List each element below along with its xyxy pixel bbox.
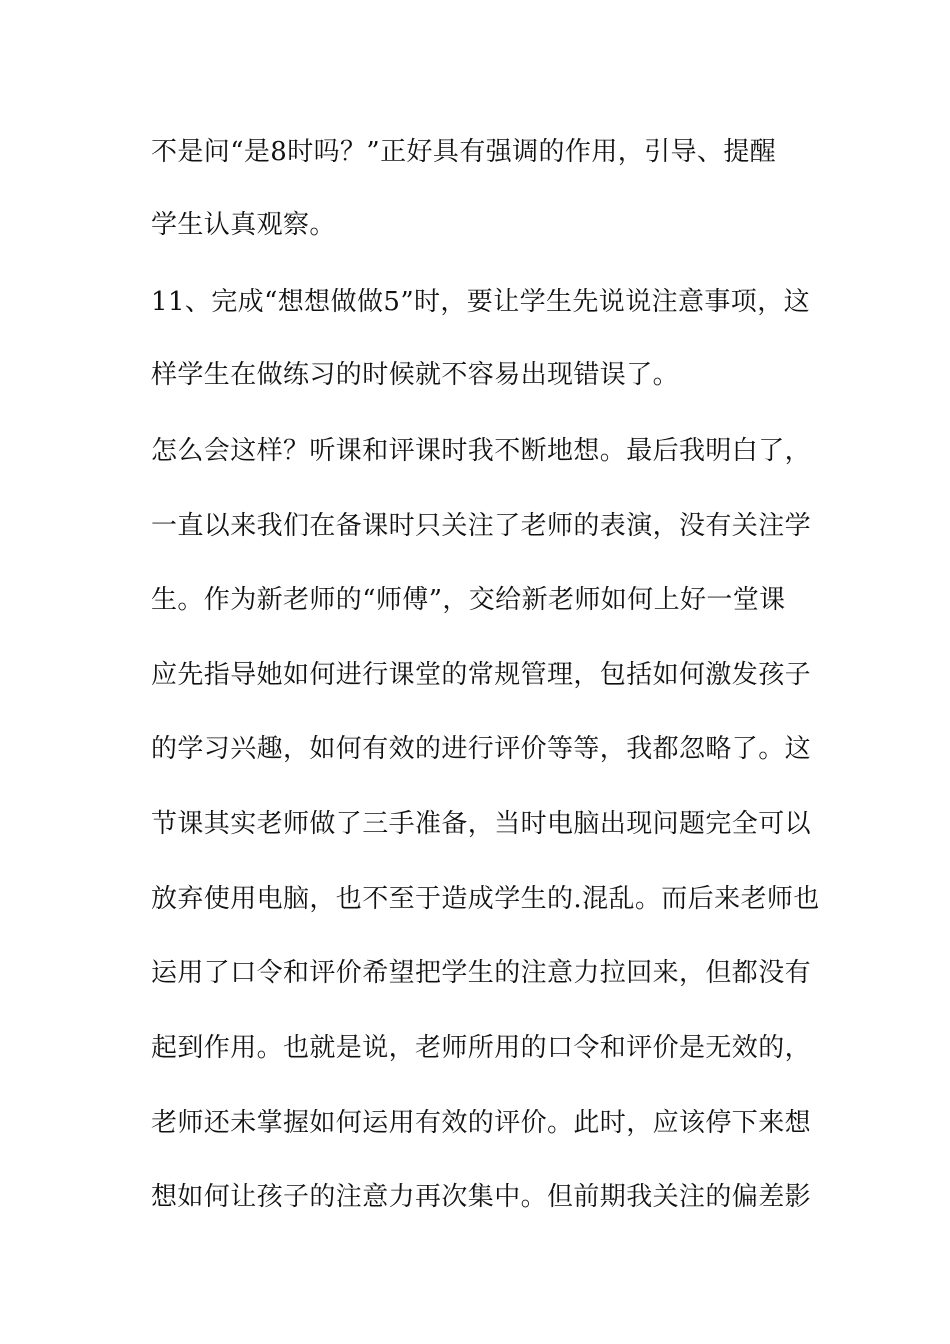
text-line: 11、完成“想想做做5”时，要让学生先说说注意事项，这 — [151, 287, 811, 317]
text-line: 怎么会这样？听课和评课时我不断地想。最后我明白了， — [151, 436, 812, 466]
text-line: 放弃使用电脑，也不至于造成学生的.混乱。而后来老师也 — [151, 884, 820, 914]
text-line: 样学生在做练习的时候就不容易出现错误了。 — [151, 360, 680, 390]
text-line: 想如何让孩子的注意力再次集中。但前期我关注的偏差影 — [151, 1182, 812, 1212]
text-line: 起到作用。也就是说，老师所用的口令和评价是无效的， — [151, 1033, 812, 1063]
text-line: 学生认真观察。 — [151, 210, 336, 240]
text-line: 应先指导她如何进行课堂的常规管理，包括如何激发孩子 — [151, 660, 812, 690]
text-line: 不是问“是8时吗？”正好具有强调的作用，引导、提醒 — [151, 137, 777, 167]
text-line: 老师还未掌握如何运用有效的评价。此时，应该停下来想 — [151, 1108, 812, 1138]
text-line: 运用了口令和评价希望把学生的注意力拉回来，但都没有 — [151, 958, 812, 988]
text-line: 节课其实老师做了三手准备，当时电脑出现问题完全可以 — [151, 809, 812, 839]
text-line: 的学习兴趣，如何有效的进行评价等等，我都忽略了。这 — [151, 734, 812, 764]
text-line: 生。作为新老师的“师傅”，交给新老师如何上好一堂课 — [151, 585, 786, 615]
text-line: 一直以来我们在备课时只关注了老师的表演，没有关注学 — [151, 511, 812, 541]
